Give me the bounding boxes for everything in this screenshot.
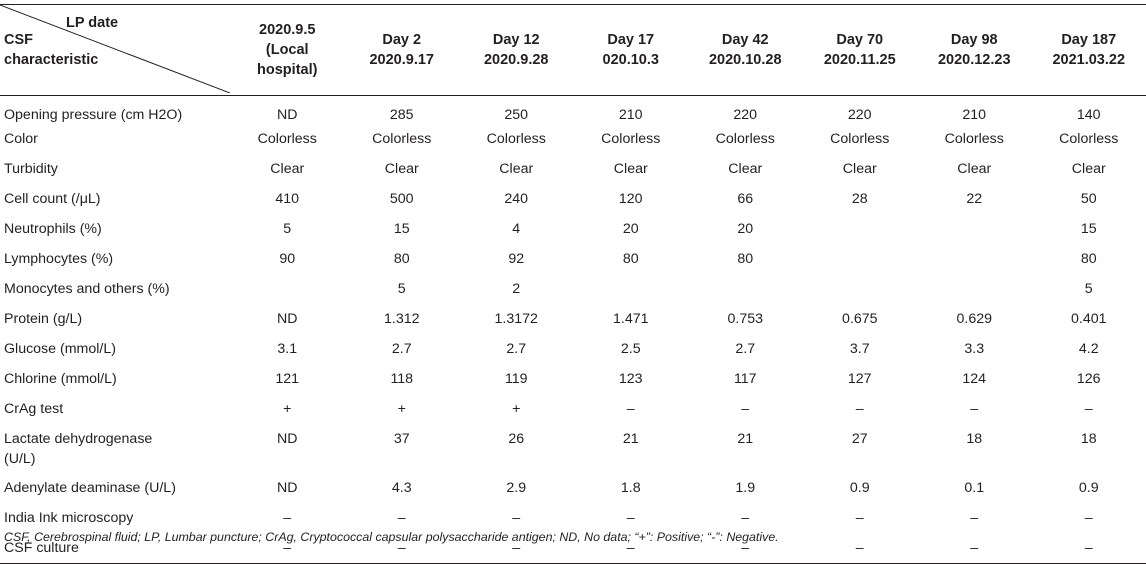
table-cell: 26 <box>459 426 574 475</box>
table-cell: Clear <box>803 156 918 186</box>
table-cell: – <box>803 535 918 564</box>
table-row <box>0 306 1146 336</box>
table-cell: – <box>574 505 689 535</box>
table-cell <box>917 276 1032 306</box>
table-cell: 5 <box>1032 276 1146 306</box>
table-cell: 20 <box>688 216 803 246</box>
table-cell: 2.5 <box>574 336 689 366</box>
table-cell: – <box>917 535 1032 564</box>
column-header <box>803 5 918 96</box>
table-row <box>0 475 1146 505</box>
table-cell: 3.7 <box>803 336 918 366</box>
row-label: CrAg test <box>0 396 230 426</box>
table-cell: 500 <box>345 186 460 216</box>
row-label: Neutrophils (%) <box>0 216 230 246</box>
column-header-line: Day 42 <box>722 32 769 48</box>
table-cell: + <box>345 396 460 426</box>
table-cell: 1.312 <box>345 306 460 336</box>
row-label-line: (U/L) <box>4 451 36 467</box>
table-cell: 50 <box>1032 186 1146 216</box>
table-cell: 121 <box>230 366 345 396</box>
table-cell <box>688 276 803 306</box>
table-cell: – <box>459 535 574 564</box>
table-cell: Colorless <box>574 126 689 156</box>
table-cell: Clear <box>345 156 460 186</box>
table-cell: Clear <box>230 156 345 186</box>
table-cell: – <box>803 396 918 426</box>
table-cell: + <box>459 396 574 426</box>
table-cell: Clear <box>688 156 803 186</box>
table-cell: 2.7 <box>688 336 803 366</box>
table-row <box>0 96 1146 127</box>
table-cell: 37 <box>345 426 460 475</box>
table-cell: 1.471 <box>574 306 689 336</box>
column-header-line: Day 70 <box>836 32 883 48</box>
table-cell: 21 <box>688 426 803 475</box>
table-cell: Colorless <box>688 126 803 156</box>
table-row <box>0 276 1146 306</box>
table-cell: Clear <box>917 156 1032 186</box>
table-cell: 0.629 <box>917 306 1032 336</box>
table-cell <box>917 246 1032 276</box>
table-cell: 21 <box>574 426 689 475</box>
table-cell: ND <box>230 96 345 127</box>
header-corner-cell <box>0 5 230 96</box>
table-cell <box>230 276 345 306</box>
table-cell: 118 <box>345 366 460 396</box>
table-cell: 119 <box>459 366 574 396</box>
table-cell <box>917 216 1032 246</box>
table-cell: – <box>688 505 803 535</box>
table-cell: – <box>917 505 1032 535</box>
table-cell: 140 <box>1032 96 1146 127</box>
row-label-line: Lactate dehydrogenase <box>4 431 152 447</box>
table-footnote: CSF, Cerebrospinal fluid; LP, Lumbar puncture; CrAg, Cryptococcal capsular polysaccharide antigen; ND, No data; “+”: Positive; “-”: Negative. <box>4 530 779 544</box>
column-header-line: Day 17 <box>607 32 654 48</box>
table-cell: 1.3172 <box>459 306 574 336</box>
table-cell: 120 <box>574 186 689 216</box>
table-row <box>0 426 1146 475</box>
table-cell: – <box>230 505 345 535</box>
row-label: India Ink microscopy <box>0 505 230 535</box>
table-cell: – <box>1032 505 1146 535</box>
column-header-line: Day 98 <box>951 32 998 48</box>
table-cell: – <box>230 535 345 564</box>
table-cell: – <box>1032 396 1146 426</box>
column-header <box>345 5 460 96</box>
table-cell <box>803 246 918 276</box>
row-label <box>0 426 230 475</box>
lp-date-label: LP date <box>66 13 118 33</box>
column-header-line: (Local <box>266 42 309 58</box>
column-header-line: Day 12 <box>493 32 540 48</box>
table-cell: 250 <box>459 96 574 127</box>
table-cell: – <box>688 396 803 426</box>
table-cell: Colorless <box>917 126 1032 156</box>
table-cell: 2.7 <box>459 336 574 366</box>
row-label: Cell count (/μL) <box>0 186 230 216</box>
table-cell: 92 <box>459 246 574 276</box>
table-cell: Colorless <box>803 126 918 156</box>
table-cell: 3.1 <box>230 336 345 366</box>
table-cell: ND <box>230 306 345 336</box>
column-header <box>574 5 689 96</box>
table-cell: 22 <box>917 186 1032 216</box>
table-cell: 4.2 <box>1032 336 1146 366</box>
table-cell: 4 <box>459 216 574 246</box>
row-label: Chlorine (mmol/L) <box>0 366 230 396</box>
row-label: Monocytes and others (%) <box>0 276 230 306</box>
column-header <box>688 5 803 96</box>
table-cell <box>574 276 689 306</box>
table-cell: 18 <box>917 426 1032 475</box>
table-cell: Clear <box>574 156 689 186</box>
csf-characteristic-label: CSF characteristic <box>4 30 98 70</box>
table-cell: 2.7 <box>345 336 460 366</box>
table-cell: 0.675 <box>803 306 918 336</box>
header-row <box>0 5 1146 96</box>
row-label: Turbidity <box>0 156 230 186</box>
table-cell: Clear <box>459 156 574 186</box>
table-cell: 220 <box>688 96 803 127</box>
row-label: CSF culture <box>0 535 230 564</box>
table-cell: 2.9 <box>459 475 574 505</box>
table-cell: Clear <box>1032 156 1146 186</box>
table-row <box>0 216 1146 246</box>
table-row <box>0 246 1146 276</box>
table-cell: 3.3 <box>917 336 1032 366</box>
row-label: Protein (g/L) <box>0 306 230 336</box>
table-row <box>0 366 1146 396</box>
table-row <box>0 186 1146 216</box>
table-cell: 240 <box>459 186 574 216</box>
table-cell: 80 <box>688 246 803 276</box>
column-header-line: 2020.11.25 <box>824 52 896 68</box>
table-cell: 5 <box>345 276 460 306</box>
table-cell: – <box>688 535 803 564</box>
row-label: Adenylate deaminase (U/L) <box>0 475 230 505</box>
table-cell: Colorless <box>1032 126 1146 156</box>
table-cell: 20 <box>574 216 689 246</box>
table-cell: 18 <box>1032 426 1146 475</box>
table-cell: + <box>230 396 345 426</box>
table-cell: 15 <box>345 216 460 246</box>
table-cell: 124 <box>917 366 1032 396</box>
table-cell: 0.9 <box>1032 475 1146 505</box>
table-cell: 410 <box>230 186 345 216</box>
csf-table <box>0 4 1146 564</box>
table-cell: 1.8 <box>574 475 689 505</box>
table-cell: 80 <box>1032 246 1146 276</box>
table-cell: 210 <box>574 96 689 127</box>
table-cell: – <box>574 396 689 426</box>
column-header <box>917 5 1032 96</box>
table-cell: – <box>803 505 918 535</box>
table-cell: Colorless <box>459 126 574 156</box>
table-cell: 210 <box>917 96 1032 127</box>
table-body <box>0 96 1146 564</box>
table-cell <box>803 216 918 246</box>
table-cell: 0.401 <box>1032 306 1146 336</box>
table-cell: 0.753 <box>688 306 803 336</box>
table-cell: 127 <box>803 366 918 396</box>
table-cell: 80 <box>574 246 689 276</box>
table-cell: – <box>917 396 1032 426</box>
row-label: Color <box>0 126 230 156</box>
table-cell: 27 <box>803 426 918 475</box>
table-cell: 126 <box>1032 366 1146 396</box>
table-cell: 4.3 <box>345 475 460 505</box>
table-cell: 0.9 <box>803 475 918 505</box>
column-header-line: Day 187 <box>1061 32 1116 48</box>
table-cell: ND <box>230 475 345 505</box>
column-header-line: 020.10.3 <box>603 52 659 68</box>
table-cell: 28 <box>803 186 918 216</box>
column-header-line: 2020.9.28 <box>484 52 549 68</box>
table-cell: Colorless <box>230 126 345 156</box>
table-cell: 90 <box>230 246 345 276</box>
column-header-line: 2020.9.17 <box>369 52 434 68</box>
column-header <box>459 5 574 96</box>
column-header-line: hospital) <box>257 62 317 78</box>
table-cell: 123 <box>574 366 689 396</box>
row-label: Lymphocytes (%) <box>0 246 230 276</box>
table-cell: 285 <box>345 96 460 127</box>
column-header-line: 2020.12.23 <box>938 52 1011 68</box>
table-row <box>0 156 1146 186</box>
table-cell: – <box>459 505 574 535</box>
table-row <box>0 126 1146 156</box>
row-label: Opening pressure (cm H2O) <box>0 96 230 127</box>
column-header-line: 2020.9.5 <box>259 22 315 38</box>
table-cell: 0.1 <box>917 475 1032 505</box>
table-cell: 117 <box>688 366 803 396</box>
column-header-line: 2020.10.28 <box>709 52 782 68</box>
column-header-line: Day 2 <box>382 32 421 48</box>
table-cell: – <box>1032 535 1146 564</box>
table-row <box>0 336 1146 366</box>
row-label: Glucose (mmol/L) <box>0 336 230 366</box>
table-cell: Colorless <box>345 126 460 156</box>
column-header <box>1032 5 1146 96</box>
table-cell: – <box>574 535 689 564</box>
table-cell: – <box>345 505 460 535</box>
table-cell: 2 <box>459 276 574 306</box>
table-row <box>0 396 1146 426</box>
column-header <box>230 5 345 96</box>
table-cell: 80 <box>345 246 460 276</box>
table-cell: 1.9 <box>688 475 803 505</box>
table-cell: ND <box>230 426 345 475</box>
table-cell: 15 <box>1032 216 1146 246</box>
table-cell <box>803 276 918 306</box>
table-cell: 220 <box>803 96 918 127</box>
table-cell: – <box>345 535 460 564</box>
table-cell: 5 <box>230 216 345 246</box>
table-cell: 66 <box>688 186 803 216</box>
column-header-line: 2021.03.22 <box>1052 52 1125 68</box>
